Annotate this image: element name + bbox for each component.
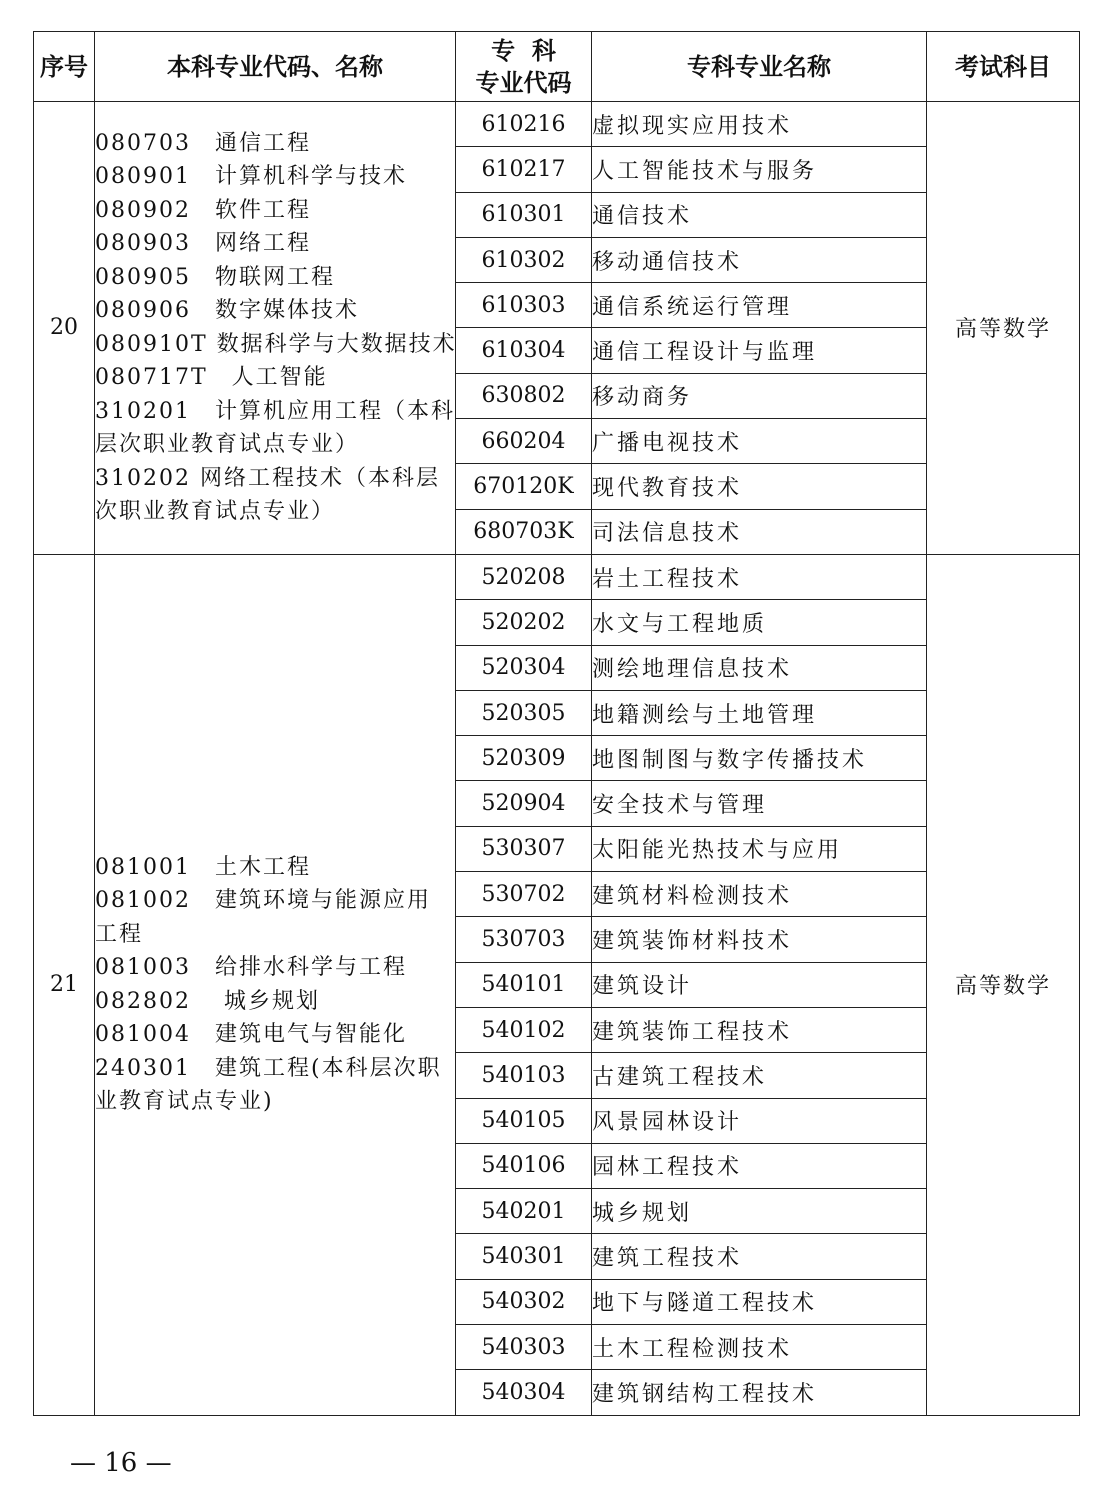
junior-code-cell: 610302	[456, 237, 592, 282]
junior-code-cell: 540106	[456, 1143, 592, 1188]
header-undergrad: 本科专业代码、名称	[95, 32, 456, 102]
junior-code-cell: 540105	[456, 1098, 592, 1143]
junior-code-cell: 610303	[456, 283, 592, 328]
undergrad-line: 310202 网络工程技术（本科层	[95, 465, 440, 491]
junior-code-cell: 670120K	[456, 464, 592, 509]
junior-code-cell: 540303	[456, 1325, 592, 1370]
junior-code-cell: 530703	[456, 917, 592, 962]
junior-code-cell: 540304	[456, 1370, 592, 1415]
junior-name-cell: 地图制图与数字传播技术	[592, 736, 927, 781]
undergrad-line: 081004 建筑电气与智能化	[95, 1022, 407, 1048]
junior-name-cell: 建筑设计	[592, 962, 927, 1007]
undergrad-line: 业教育试点专业)	[95, 1089, 274, 1115]
junior-code-cell: 540201	[456, 1189, 592, 1234]
undergrad-line: 080910T 数据科学与大数据技术	[95, 331, 457, 357]
junior-code-cell: 540302	[456, 1279, 592, 1324]
seq-cell: 21	[34, 554, 95, 1415]
exam-subject-cell: 高等数学	[927, 102, 1080, 555]
junior-name-cell: 城乡规划	[592, 1189, 927, 1234]
junior-code-cell: 680703K	[456, 509, 592, 554]
undergrad-cell	[95, 102, 456, 555]
junior-name-cell: 水文与工程地质	[592, 600, 927, 645]
junior-code-cell: 520202	[456, 600, 592, 645]
undergrad-line: 080902 软件工程	[95, 197, 311, 223]
undergrad-line: 工程	[95, 921, 144, 947]
header-junior-name: 专科专业名称	[592, 32, 927, 102]
junior-code-cell: 540102	[456, 1007, 592, 1052]
header-junior-code-line1: 专 科	[491, 36, 556, 65]
junior-code-cell: 520208	[456, 554, 592, 599]
junior-name-cell: 岩土工程技术	[592, 554, 927, 599]
junior-code-cell: 520304	[456, 645, 592, 690]
junior-name-cell: 虚拟现实应用技术	[592, 102, 927, 147]
junior-name-cell: 土木工程检测技术	[592, 1325, 927, 1370]
undergrad-line: 层次职业教育试点专业）	[95, 432, 360, 458]
junior-name-cell: 园林工程技术	[592, 1143, 927, 1188]
page-number: — 16 —	[70, 1448, 172, 1478]
junior-name-cell: 移动通信技术	[592, 237, 927, 282]
junior-name-cell: 现代教育技术	[592, 464, 927, 509]
undergrad-line: 310201 计算机应用工程（本科	[95, 398, 455, 424]
junior-code-cell: 630802	[456, 373, 592, 418]
junior-code-cell: 610217	[456, 147, 592, 192]
junior-name-cell: 安全技术与管理	[592, 781, 927, 826]
undergrad-line: 080717T 人工智能	[95, 365, 328, 391]
junior-code-cell: 610301	[456, 192, 592, 237]
junior-name-cell: 通信系统运行管理	[592, 283, 927, 328]
undergrad-line: 080901 计算机科学与技术	[95, 164, 407, 190]
header-junior-code	[456, 32, 592, 102]
junior-name-cell: 移动商务	[592, 373, 927, 418]
undergrad-line: 080903 网络工程	[95, 231, 311, 257]
junior-code-cell: 530307	[456, 826, 592, 871]
table-row	[34, 554, 1080, 599]
junior-code-cell: 540101	[456, 962, 592, 1007]
junior-name-cell: 人工智能技术与服务	[592, 147, 927, 192]
junior-name-cell: 建筑装饰材料技术	[592, 917, 927, 962]
undergrad-line: 082802 城乡规划	[95, 988, 320, 1014]
junior-name-cell: 地籍测绘与土地管理	[592, 690, 927, 735]
junior-name-cell: 太阳能光热技术与应用	[592, 826, 927, 871]
table-row	[34, 102, 1080, 147]
junior-name-cell: 古建筑工程技术	[592, 1053, 927, 1098]
undergrad-line: 080703 通信工程	[95, 130, 311, 156]
junior-code-cell: 520305	[456, 690, 592, 735]
header-junior-code-line2: 专业代码	[475, 68, 572, 97]
junior-name-cell: 测绘地理信息技术	[592, 645, 927, 690]
exam-subject-cell: 高等数学	[927, 554, 1080, 1415]
junior-name-cell: 建筑材料检测技术	[592, 872, 927, 917]
undergrad-line: 081001 土木工程	[95, 854, 311, 880]
junior-name-cell: 广播电视技术	[592, 419, 927, 464]
table-body	[34, 102, 1080, 1416]
junior-name-cell: 通信工程设计与监理	[592, 328, 927, 373]
junior-code-cell: 520309	[456, 736, 592, 781]
undergrad-line: 080906 数字媒体技术	[95, 298, 359, 324]
undergrad-cell	[95, 554, 456, 1415]
junior-code-cell: 610216	[456, 102, 592, 147]
junior-code-cell: 520904	[456, 781, 592, 826]
junior-name-cell: 通信技术	[592, 192, 927, 237]
header-exam: 考试科目	[927, 32, 1080, 102]
junior-code-cell: 660204	[456, 419, 592, 464]
junior-name-cell: 风景园林设计	[592, 1098, 927, 1143]
junior-name-cell: 司法信息技术	[592, 509, 927, 554]
junior-code-cell: 530702	[456, 872, 592, 917]
undergrad-line: 081002 建筑环境与能源应用	[95, 888, 431, 914]
undergrad-line: 240301 建筑工程(本科层次职	[95, 1055, 442, 1081]
junior-code-cell: 540301	[456, 1234, 592, 1279]
junior-code-cell: 540103	[456, 1053, 592, 1098]
header-row	[34, 32, 1080, 102]
undergrad-line: 081003 给排水科学与工程	[95, 955, 407, 981]
header-seq: 序号	[34, 32, 95, 102]
junior-name-cell: 建筑装饰工程技术	[592, 1007, 927, 1052]
seq-cell: 20	[34, 102, 95, 555]
majors-table	[33, 31, 1080, 1416]
undergrad-line: 次职业教育试点专业）	[95, 499, 336, 525]
junior-name-cell: 建筑工程技术	[592, 1234, 927, 1279]
junior-name-cell: 地下与隧道工程技术	[592, 1279, 927, 1324]
junior-name-cell: 建筑钢结构工程技术	[592, 1370, 927, 1415]
undergrad-line: 080905 物联网工程	[95, 264, 335, 290]
junior-code-cell: 610304	[456, 328, 592, 373]
